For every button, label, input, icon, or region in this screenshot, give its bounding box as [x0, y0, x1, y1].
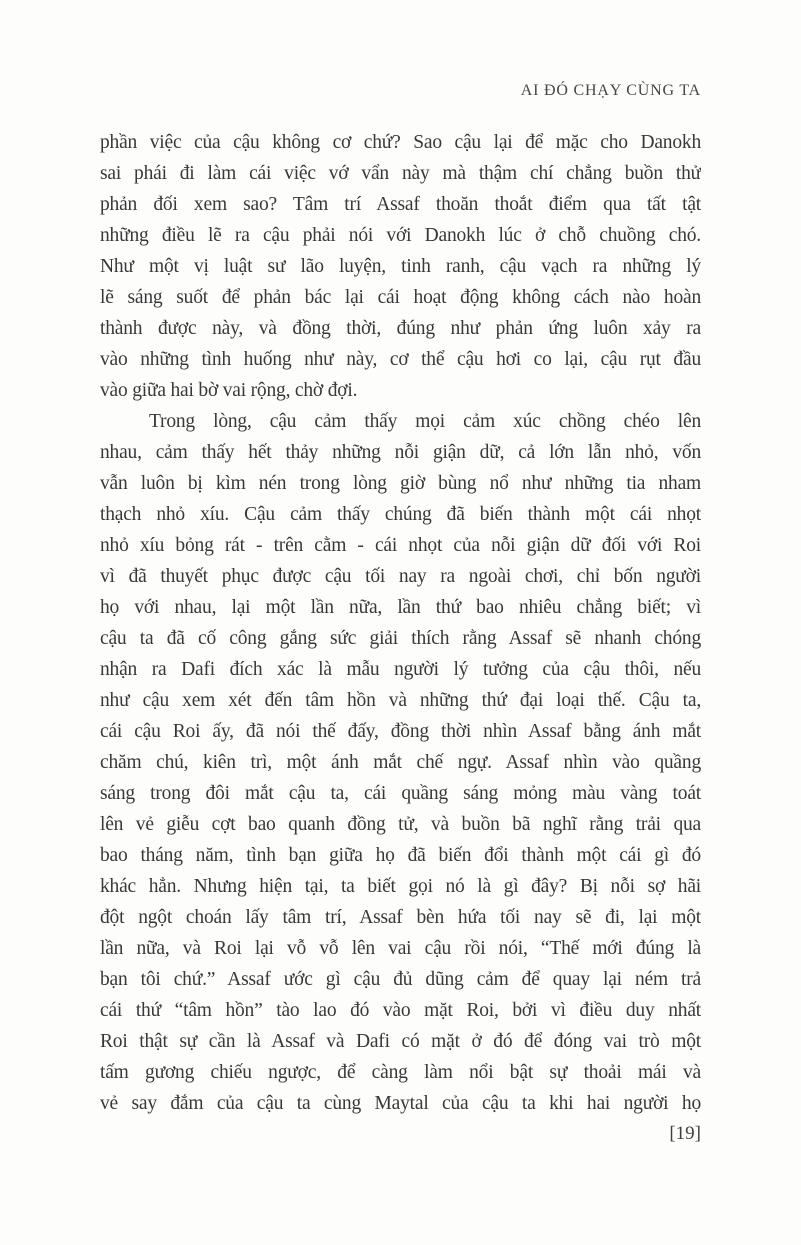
text-line: vì đã thuyết phục được cậu tối nay ra ngoài chơi, chỉ bốn người: [100, 566, 701, 587]
text-line: nhỏ xíu bỏng rát - trên cằm - cái nhọt của nỗi giận dữ đối với Roi: [100, 535, 701, 556]
text-line: thạch nhỏ xíu. Cậu cảm thấy chúng đã biến thành một cái nhọt: [100, 504, 701, 525]
text-line: khác hẳn. Nhưng hiện tại, ta biết gọi nó là gì đây? Bị nỗi sợ hãi: [100, 876, 701, 897]
text-line-paragraph-start: Trong lòng, cậu cảm thấy mọi cảm xúc chồng chéo lên: [149, 411, 701, 432]
text-line: cái cậu Roi ấy, đã nói thế đấy, đồng thời nhìn Assaf bằng ánh mắt: [100, 721, 701, 742]
text-line: chăm chú, kiên trì, một ánh mắt chế ngự. Assaf nhìn vào quầng: [100, 752, 701, 773]
text-line: bao tháng năm, tình bạn giữa họ đã biến đổi thành một cái gì đó: [100, 845, 701, 866]
text-line: sai phái đi làm cái việc vớ vẩn này mà thậm chí chẳng buồn thử: [100, 163, 701, 184]
text-line: phần việc của cậu không cơ chứ? Sao cậu lại để mặc cho Danokh: [100, 132, 701, 153]
text-line-paragraph-end: vào giữa hai bờ vai rộng, chờ đợi.: [100, 380, 358, 401]
text-line: vẫn luôn bị kìm nén trong lòng giờ bùng nổ như những tia nham: [100, 473, 701, 494]
text-line: nhận ra Dafi đích xác là mẫu người lý tưởng của cậu thôi, nếu: [100, 659, 701, 680]
page-number: [19]: [669, 1123, 701, 1144]
running-header: AI ĐÓ CHẠY CÙNG TA: [520, 82, 701, 99]
text-line: thành được này, và đồng thời, đúng như phản ứng luôn xảy ra: [100, 318, 701, 339]
text-line: lên vẻ giễu cợt bao quanh đồng tử, và buồn bã nghĩ rằng trải qua: [100, 814, 701, 835]
body-text: [100, 127, 701, 1119]
text-line: đột ngột choán lấy tâm trí, Assaf bèn hứa tối nay sẽ đi, lại một: [100, 907, 701, 928]
text-line: vào những tình huống như này, cơ thể cậu hơi co lại, cậu rụt đầu: [100, 349, 701, 370]
text-line: tấm gương chiếu ngược, để càng làm nổi bật sự thoải mái và: [100, 1062, 701, 1083]
text-line: những điều lẽ ra cậu phải nói với Danokh lúc ở chỗ chuồng chó.: [100, 225, 701, 246]
text-line: Roi thật sự cần là Assaf và Dafi có mặt ở đó để đóng vai trò một: [100, 1031, 701, 1052]
text-line: phản đối xem sao? Tâm trí Assaf thoăn thoắt điểm qua tất tật: [100, 194, 701, 215]
text-line: bạn tôi chứ.” Assaf ước gì cậu đủ dũng cảm để quay lại ném trả: [100, 969, 701, 990]
text-line: lần nữa, và Roi lại vỗ vỗ lên vai cậu rồi nói, “Thế mới đúng là: [100, 938, 701, 959]
text-line: vẻ say đắm của cậu ta cùng Maytal của cậu ta khi hai người họ: [100, 1093, 701, 1114]
text-line: họ với nhau, lại một lần nữa, lần thứ bao nhiêu chẳng biết; vì: [100, 597, 701, 618]
text-line: cái thứ “tâm hồn” tào lao đó vào mặt Roi, bởi vì điều duy nhất: [100, 1000, 701, 1021]
text-line: như cậu xem xét đến tâm hồn và những thứ đại loại thế. Cậu ta,: [100, 690, 701, 711]
text-line: sáng trong đôi mắt cậu ta, cái quầng sáng mỏng màu vàng toát: [100, 783, 701, 804]
text-line: cậu ta đã cố công gắng sức giải thích rằng Assaf sẽ nhanh chóng: [100, 628, 701, 649]
text-line: nhau, cảm thấy hết thảy những nỗi giận dữ, cả lớn lẫn nhỏ, vốn: [100, 442, 701, 463]
text-line: Như một vị luật sư lão luyện, tinh ranh, cậu vạch ra những lý: [100, 256, 701, 277]
text-line: lẽ sáng suốt để phản bác lại cái hoạt động không cách nào hoàn: [100, 287, 701, 308]
